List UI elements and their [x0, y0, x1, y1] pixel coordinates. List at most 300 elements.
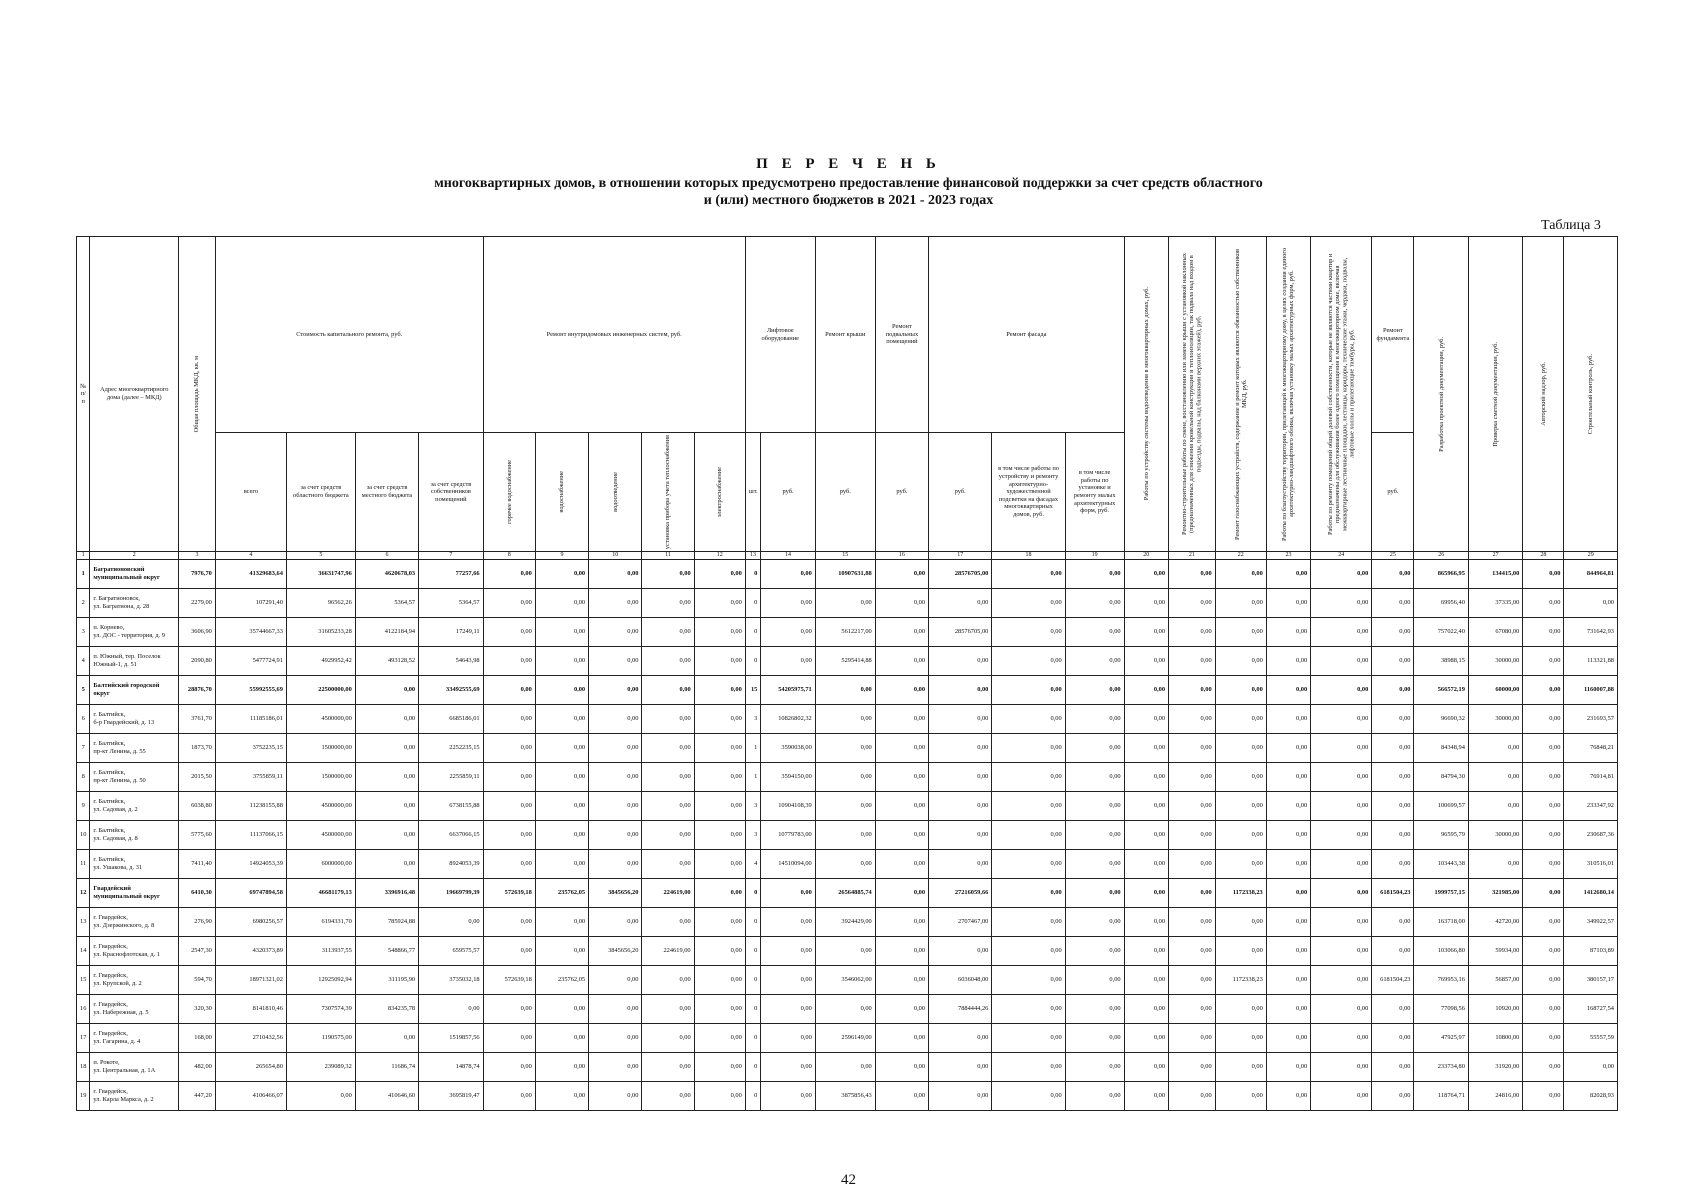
- cell-col-24: 0,00: [1311, 618, 1372, 647]
- cell-col-21: 0,00: [1169, 908, 1216, 937]
- cell-col-16: 0,00: [875, 937, 928, 966]
- cell-col-29: 310516,01: [1564, 850, 1618, 879]
- cell-col-13: 0: [745, 1082, 761, 1111]
- cell-col-5: 0,00: [286, 1082, 355, 1111]
- cell-col-9: 0,00: [535, 1082, 588, 1111]
- cell-col-27: 31920,00: [1468, 1053, 1522, 1082]
- address-line-2: ул. Ушакова, д. 31: [93, 864, 143, 871]
- cell-col-8: 0,00: [483, 705, 535, 734]
- cell-col-12: 0,00: [694, 821, 745, 850]
- document-subtitle-line-2: и (или) местного бюджетов в 2021 - 2023 годах: [703, 193, 994, 208]
- cell-col-23: 0,00: [1266, 995, 1310, 1024]
- cell-col-20: 0,00: [1124, 937, 1168, 966]
- cell-col-21: 0,00: [1169, 734, 1216, 763]
- column-index: 19: [1065, 552, 1124, 560]
- cell-col-18: 0,00: [992, 734, 1065, 763]
- cell-col-3: 2015,50: [179, 763, 216, 792]
- cell-col-29: 168727,54: [1564, 995, 1618, 1024]
- cell-col-17: 6036048,00: [929, 966, 992, 995]
- cell-col-25: 0,00: [1372, 647, 1414, 676]
- address-line-1: г. Балтийск,: [93, 740, 126, 748]
- cell-col-3: 3761,70: [179, 705, 216, 734]
- address-line-2: ул. Гагарина, д. 4: [93, 1038, 141, 1045]
- cell-col-19: 0,00: [1065, 908, 1124, 937]
- cell-col-22: 1172338,23: [1215, 879, 1266, 908]
- cell-col-19: 0,00: [1065, 647, 1124, 676]
- cell-col-14: 10779783,00: [761, 821, 815, 850]
- cell-col-3: 2547,30: [179, 937, 216, 966]
- cell-col-27: 10800,00: [1468, 1024, 1522, 1053]
- cell-col-28: 0,00: [1523, 937, 1564, 966]
- cell-col-11: 0,00: [642, 995, 694, 1024]
- document-subtitle-line-1: многоквартирных домов, в отношении которых предусмотрено предоставление финансовой поддержки за счет средств областного: [434, 176, 1263, 191]
- cell-col-29: 844964,81: [1564, 560, 1618, 589]
- column-index: 14: [761, 552, 815, 560]
- cell-col-18: 0,00: [992, 1053, 1065, 1082]
- cell-col-22: 0,00: [1215, 676, 1266, 705]
- cell-col-15: 3875856,43: [815, 1082, 875, 1111]
- cell-col-13: 0: [745, 937, 761, 966]
- cell-col-18: 0,00: [992, 589, 1065, 618]
- cell-col-16: 0,00: [875, 821, 928, 850]
- cell-col-7: 54643,98: [419, 647, 483, 676]
- table-row: [77, 792, 1618, 821]
- cell-col-25: 0,00: [1372, 792, 1414, 821]
- cell-col-11: 0,00: [642, 1053, 694, 1082]
- cell-col-21: 0,00: [1169, 1082, 1216, 1111]
- cell-col-10: 0,00: [589, 792, 642, 821]
- cell-col-13: 0: [745, 589, 761, 618]
- address-line-2: ул. Краснофлотская, д. 1: [93, 951, 160, 958]
- row-number: 13: [77, 908, 90, 937]
- cell-col-5: 4500000,00: [286, 821, 355, 850]
- row-address: [90, 879, 179, 908]
- cell-col-4: 107291,40: [215, 589, 286, 618]
- cell-col-28: 0,00: [1523, 995, 1564, 1024]
- cell-col-24: 0,00: [1311, 705, 1372, 734]
- cell-col-6: 11686,74: [355, 1053, 418, 1082]
- table-row: [77, 589, 1618, 618]
- cell-col-12: 0,00: [694, 995, 745, 1024]
- address-line-1: п. Рокоте,: [93, 1059, 120, 1067]
- cell-col-10: 0,00: [589, 734, 642, 763]
- cell-col-5: 12925092,94: [286, 966, 355, 995]
- cell-col-21: 0,00: [1169, 676, 1216, 705]
- address-line-2: пр-кт Ленина, д. 50: [93, 777, 146, 784]
- column-index: 21: [1169, 552, 1216, 560]
- header-facade-group: Ремонт фасада: [929, 237, 1125, 433]
- row-number: 11: [77, 850, 90, 879]
- cell-col-24: 0,00: [1311, 560, 1372, 589]
- cell-col-27: 30000,00: [1468, 647, 1522, 676]
- cell-col-22: 0,00: [1215, 1024, 1266, 1053]
- cell-col-18: 0,00: [992, 676, 1065, 705]
- address-line-1: Багратионовский: [93, 566, 145, 574]
- cell-col-26: 47925,97: [1414, 1024, 1468, 1053]
- cell-col-11: 0,00: [642, 705, 694, 734]
- address-line-1: п. Южный, тер. Поселок: [93, 653, 161, 661]
- row-number: 6: [77, 705, 90, 734]
- header-foundation-group: Ремонт фундамента: [1372, 237, 1414, 433]
- cell-col-16: 0,00: [875, 1053, 928, 1082]
- cell-col-4: 3752235,15: [215, 734, 286, 763]
- cell-col-27: 59934,00: [1468, 937, 1522, 966]
- cell-col-23: 0,00: [1266, 879, 1310, 908]
- cell-col-13: 0: [745, 1053, 761, 1082]
- address-line-1: г. Гвардейск,: [93, 1030, 128, 1038]
- cell-col-19: 0,00: [1065, 850, 1124, 879]
- cell-col-9: 0,00: [535, 1024, 588, 1053]
- cell-col-29: 380157,17: [1564, 966, 1618, 995]
- cell-col-28: 0,00: [1523, 734, 1564, 763]
- header-cost-total: всего: [215, 433, 286, 552]
- cell-col-25: 6181504,23: [1372, 879, 1414, 908]
- header-c20: Работы по устройству системы водоотведения в многоквартирных домах, руб.: [1124, 237, 1168, 552]
- cell-col-12: 0,00: [694, 560, 745, 589]
- cell-col-17: 28576705,00: [929, 618, 992, 647]
- cell-col-10: 0,00: [589, 1053, 642, 1082]
- cell-col-9: 235762,05: [535, 966, 588, 995]
- cell-col-19: 0,00: [1065, 821, 1124, 850]
- address-line-1: г. Гвардейск,: [93, 1001, 128, 1009]
- cell-col-19: 0,00: [1065, 966, 1124, 995]
- cell-col-4: 41329683,64: [215, 560, 286, 589]
- row-number: 8: [77, 763, 90, 792]
- cell-col-17: 7884444,26: [929, 995, 992, 1024]
- cell-col-17: 0,00: [929, 1024, 992, 1053]
- table-row: [77, 1053, 1618, 1082]
- cell-col-8: 572639,18: [483, 879, 535, 908]
- cell-col-14: 54205975,71: [761, 676, 815, 705]
- cell-col-21: 0,00: [1169, 560, 1216, 589]
- cell-col-7: 2252235,15: [419, 734, 483, 763]
- table-row: [77, 821, 1618, 850]
- cell-col-24: 0,00: [1311, 676, 1372, 705]
- cell-col-29: 233347,92: [1564, 792, 1618, 821]
- cell-col-27: 37335,00: [1468, 589, 1522, 618]
- row-number: 7: [77, 734, 90, 763]
- cell-col-6: 5364,57: [355, 589, 418, 618]
- cell-col-26: 84348,94: [1414, 734, 1468, 763]
- cell-col-22: 0,00: [1215, 1082, 1266, 1111]
- cell-col-25: 6181504,23: [1372, 966, 1414, 995]
- cell-col-26: 233734,80: [1414, 1053, 1468, 1082]
- cell-col-18: 0,00: [992, 647, 1065, 676]
- column-index: 2: [90, 552, 179, 560]
- cell-col-12: 0,00: [694, 850, 745, 879]
- cell-col-4: 11185186,01: [215, 705, 286, 734]
- cell-col-9: 0,00: [535, 560, 588, 589]
- cell-col-17: 0,00: [929, 821, 992, 850]
- cell-col-3: 3606,90: [179, 618, 216, 647]
- cell-col-8: 0,00: [483, 1082, 535, 1111]
- row-number: 2: [77, 589, 90, 618]
- cell-col-8: 0,00: [483, 1053, 535, 1082]
- cell-col-29: 231693,57: [1564, 705, 1618, 734]
- cell-col-8: 0,00: [483, 734, 535, 763]
- table-row: [77, 618, 1618, 647]
- cell-col-22: 0,00: [1215, 560, 1266, 589]
- cell-col-15: 3546062,00: [815, 966, 875, 995]
- cell-col-16: 0,00: [875, 792, 928, 821]
- cell-col-17: 0,00: [929, 676, 992, 705]
- cell-col-4: 18971321,02: [215, 966, 286, 995]
- column-index: 25: [1372, 552, 1414, 560]
- address-line-2: муниципальный округ: [93, 893, 160, 900]
- cell-col-15: 10907631,88: [815, 560, 875, 589]
- cell-col-16: 0,00: [875, 879, 928, 908]
- cell-col-23: 0,00: [1266, 821, 1310, 850]
- cell-col-3: 2090,80: [179, 647, 216, 676]
- cell-col-11: 0,00: [642, 676, 694, 705]
- cell-col-15: 0,00: [815, 850, 875, 879]
- cell-col-13: 0: [745, 966, 761, 995]
- cell-col-14: 0,00: [761, 879, 815, 908]
- column-index: 13: [745, 552, 761, 560]
- cell-col-8: 0,00: [483, 908, 535, 937]
- cell-col-4: 11137066,15: [215, 821, 286, 850]
- row-number: 19: [77, 1082, 90, 1111]
- page-number: 42: [841, 1172, 856, 1188]
- cell-col-27: 0,00: [1468, 850, 1522, 879]
- address-line-2: ул. Садовая, д. 2: [93, 806, 138, 813]
- cell-col-22: 0,00: [1215, 705, 1266, 734]
- cell-col-26: 100699,57: [1414, 792, 1468, 821]
- cell-col-10: 0,00: [589, 966, 642, 995]
- cell-col-27: 60000,00: [1468, 676, 1522, 705]
- address-line-1: п. Корнево,: [93, 624, 125, 632]
- cell-col-19: 0,00: [1065, 1082, 1124, 1111]
- cell-col-15: 0,00: [815, 937, 875, 966]
- document-title: П Е Р Е Ч Е Н Ь: [756, 156, 941, 172]
- cell-col-6: 0,00: [355, 763, 418, 792]
- row-number: 1: [77, 560, 90, 589]
- cell-col-8: 0,00: [483, 792, 535, 821]
- cell-col-23: 0,00: [1266, 647, 1310, 676]
- cell-col-13: 1: [745, 734, 761, 763]
- cell-col-16: 0,00: [875, 850, 928, 879]
- cell-col-25: 0,00: [1372, 763, 1414, 792]
- cell-col-7: 5364,57: [419, 589, 483, 618]
- cell-col-25: 0,00: [1372, 908, 1414, 937]
- cell-col-23: 0,00: [1266, 1053, 1310, 1082]
- cell-col-27: 56857,00: [1468, 966, 1522, 995]
- cell-col-22: 0,00: [1215, 589, 1266, 618]
- cell-col-21: 0,00: [1169, 850, 1216, 879]
- cell-col-14: 0,00: [761, 589, 815, 618]
- row-address: [90, 1053, 179, 1082]
- address-line-2: ул. Центральная, д. 1А: [93, 1067, 156, 1074]
- cell-col-4: 35744667,33: [215, 618, 286, 647]
- cell-col-18: 0,00: [992, 850, 1065, 879]
- address-line-1: г. Багратионовск,: [93, 595, 140, 603]
- cell-col-7: 6637066,15: [419, 821, 483, 850]
- column-index: 23: [1266, 552, 1310, 560]
- cell-col-29: 0,00: [1564, 589, 1618, 618]
- cell-col-21: 0,00: [1169, 1053, 1216, 1082]
- cell-col-5: 6194331,70: [286, 908, 355, 937]
- cell-col-18: 0,00: [992, 966, 1065, 995]
- cell-col-13: 0: [745, 995, 761, 1024]
- address-line-1: г. Гвардейск,: [93, 943, 128, 951]
- address-line-1: г. Балтийск,: [93, 769, 126, 777]
- header-cost-owners: за счет средств собственников помещений: [419, 433, 483, 552]
- cell-col-7: 19669799,39: [419, 879, 483, 908]
- cell-col-28: 0,00: [1523, 705, 1564, 734]
- cell-col-14: 10904108,39: [761, 792, 815, 821]
- cell-col-7: 6738155,88: [419, 792, 483, 821]
- cell-col-17: 0,00: [929, 850, 992, 879]
- cell-col-27: 0,00: [1468, 763, 1522, 792]
- cell-col-22: 1172338,23: [1215, 966, 1266, 995]
- cell-col-7: 2255859,11: [419, 763, 483, 792]
- cell-col-19: 0,00: [1065, 792, 1124, 821]
- cell-col-7: 3695819,47: [419, 1082, 483, 1111]
- cell-col-3: 5775,60: [179, 821, 216, 850]
- cell-col-7: 77257,66: [419, 560, 483, 589]
- header-c28: Авторский надзор, руб.: [1523, 237, 1564, 552]
- cell-col-26: 865966,95: [1414, 560, 1468, 589]
- row-number: 12: [77, 879, 90, 908]
- cell-col-21: 0,00: [1169, 763, 1216, 792]
- cell-col-21: 0,00: [1169, 937, 1216, 966]
- cell-col-24: 0,00: [1311, 647, 1372, 676]
- cell-col-22: 0,00: [1215, 763, 1266, 792]
- cell-col-23: 0,00: [1266, 676, 1310, 705]
- cell-col-17: 0,00: [929, 589, 992, 618]
- cell-col-12: 0,00: [694, 792, 745, 821]
- cell-col-5: 7307574,39: [286, 995, 355, 1024]
- table-row: [77, 850, 1618, 879]
- cell-col-18: 0,00: [992, 1082, 1065, 1111]
- cell-col-24: 0,00: [1311, 792, 1372, 821]
- cell-col-6: 493128,52: [355, 647, 418, 676]
- cell-col-13: 0: [745, 1024, 761, 1053]
- header-c27: Проверка сметной документации, руб.: [1468, 237, 1522, 552]
- cell-col-28: 0,00: [1523, 618, 1564, 647]
- cell-col-16: 0,00: [875, 618, 928, 647]
- cell-col-19: 0,00: [1065, 1053, 1124, 1082]
- header-cost-oblast: за счет средств областного бюджета: [286, 433, 355, 552]
- column-index: 7: [419, 552, 483, 560]
- cell-col-6: 0,00: [355, 676, 418, 705]
- cell-col-10: 0,00: [589, 705, 642, 734]
- table-row: [77, 763, 1618, 792]
- cell-col-23: 0,00: [1266, 850, 1310, 879]
- cell-col-20: 0,00: [1124, 589, 1168, 618]
- cell-col-18: 0,00: [992, 705, 1065, 734]
- cell-col-5: 239089,32: [286, 1053, 355, 1082]
- row-address: [90, 647, 179, 676]
- row-number: 17: [77, 1024, 90, 1053]
- cell-col-5: 96562,26: [286, 589, 355, 618]
- cell-col-27: 30000,00: [1468, 705, 1522, 734]
- cell-col-12: 0,00: [694, 937, 745, 966]
- cell-col-24: 0,00: [1311, 908, 1372, 937]
- cell-col-16: 0,00: [875, 908, 928, 937]
- header-area: Общая площадь МКД, кв. м: [179, 237, 216, 552]
- table-row: [77, 1082, 1618, 1111]
- cell-col-14: 0,00: [761, 560, 815, 589]
- cell-col-29: 113321,88: [1564, 647, 1618, 676]
- address-line-1: г. Гвардейск,: [93, 1088, 128, 1096]
- cell-col-22: 0,00: [1215, 1053, 1266, 1082]
- cell-col-22: 0,00: [1215, 908, 1266, 937]
- cell-col-7: 3735032,18: [419, 966, 483, 995]
- cell-col-6: 548866,77: [355, 937, 418, 966]
- cell-col-28: 0,00: [1523, 850, 1564, 879]
- cell-col-21: 0,00: [1169, 618, 1216, 647]
- cell-col-29: 76848,21: [1564, 734, 1618, 763]
- cell-col-14: 0,00: [761, 966, 815, 995]
- row-address: [90, 705, 179, 734]
- column-index: 16: [875, 552, 928, 560]
- cell-col-23: 0,00: [1266, 1082, 1310, 1111]
- header-c22: Ремонт газоснабжающих устройств, содержание и ремонт которых являются обязанностью собственников МКД, руб.: [1215, 237, 1266, 552]
- cell-col-12: 0,00: [694, 908, 745, 937]
- row-address: [90, 618, 179, 647]
- cell-col-8: 0,00: [483, 647, 535, 676]
- cell-col-21: 0,00: [1169, 879, 1216, 908]
- cell-col-26: 103066,80: [1414, 937, 1468, 966]
- cell-col-12: 0,00: [694, 589, 745, 618]
- cell-col-11: 0,00: [642, 966, 694, 995]
- cell-col-21: 0,00: [1169, 995, 1216, 1024]
- address-line-2: муниципальный округ: [93, 574, 160, 581]
- cell-col-10: 3845656,20: [589, 937, 642, 966]
- cell-col-3: 482,00: [179, 1053, 216, 1082]
- cell-col-26: 96690,32: [1414, 705, 1468, 734]
- cell-col-12: 0,00: [694, 879, 745, 908]
- cell-col-24: 0,00: [1311, 763, 1372, 792]
- row-address: [90, 734, 179, 763]
- row-address: [90, 792, 179, 821]
- cell-col-3: 28876,70: [179, 676, 216, 705]
- cell-col-25: 0,00: [1372, 937, 1414, 966]
- cell-col-13: 0: [745, 647, 761, 676]
- cell-col-10: 0,00: [589, 821, 642, 850]
- cell-col-3: 7976,70: [179, 560, 216, 589]
- row-address: [90, 850, 179, 879]
- cell-col-17: 0,00: [929, 734, 992, 763]
- row-number: 5: [77, 676, 90, 705]
- row-address: [90, 560, 179, 589]
- address-line-1: г. Балтийск,: [93, 711, 126, 719]
- cell-col-10: 0,00: [589, 1024, 642, 1053]
- cell-col-20: 0,00: [1124, 705, 1168, 734]
- cell-col-11: 0,00: [642, 647, 694, 676]
- cell-col-17: 28576705,00: [929, 560, 992, 589]
- cell-col-29: 76914,81: [1564, 763, 1618, 792]
- cell-col-16: 0,00: [875, 589, 928, 618]
- cell-col-27: 67080,00: [1468, 618, 1522, 647]
- cell-col-9: 0,00: [535, 937, 588, 966]
- cell-col-23: 0,00: [1266, 908, 1310, 937]
- cell-col-14: 14510094,00: [761, 850, 815, 879]
- cell-col-5: 4500000,00: [286, 705, 355, 734]
- cell-col-18: 0,00: [992, 1024, 1065, 1053]
- header-num: № п/п: [77, 237, 90, 552]
- cell-col-4: 3755859,11: [215, 763, 286, 792]
- cell-col-29: 0,00: [1564, 1053, 1618, 1082]
- row-address: [90, 589, 179, 618]
- cell-col-3: 6410,30: [179, 879, 216, 908]
- cell-col-25: 0,00: [1372, 618, 1414, 647]
- cell-col-24: 0,00: [1311, 1053, 1372, 1082]
- cell-col-15: 0,00: [815, 705, 875, 734]
- cell-col-3: 7411,40: [179, 850, 216, 879]
- cell-col-9: 0,00: [535, 676, 588, 705]
